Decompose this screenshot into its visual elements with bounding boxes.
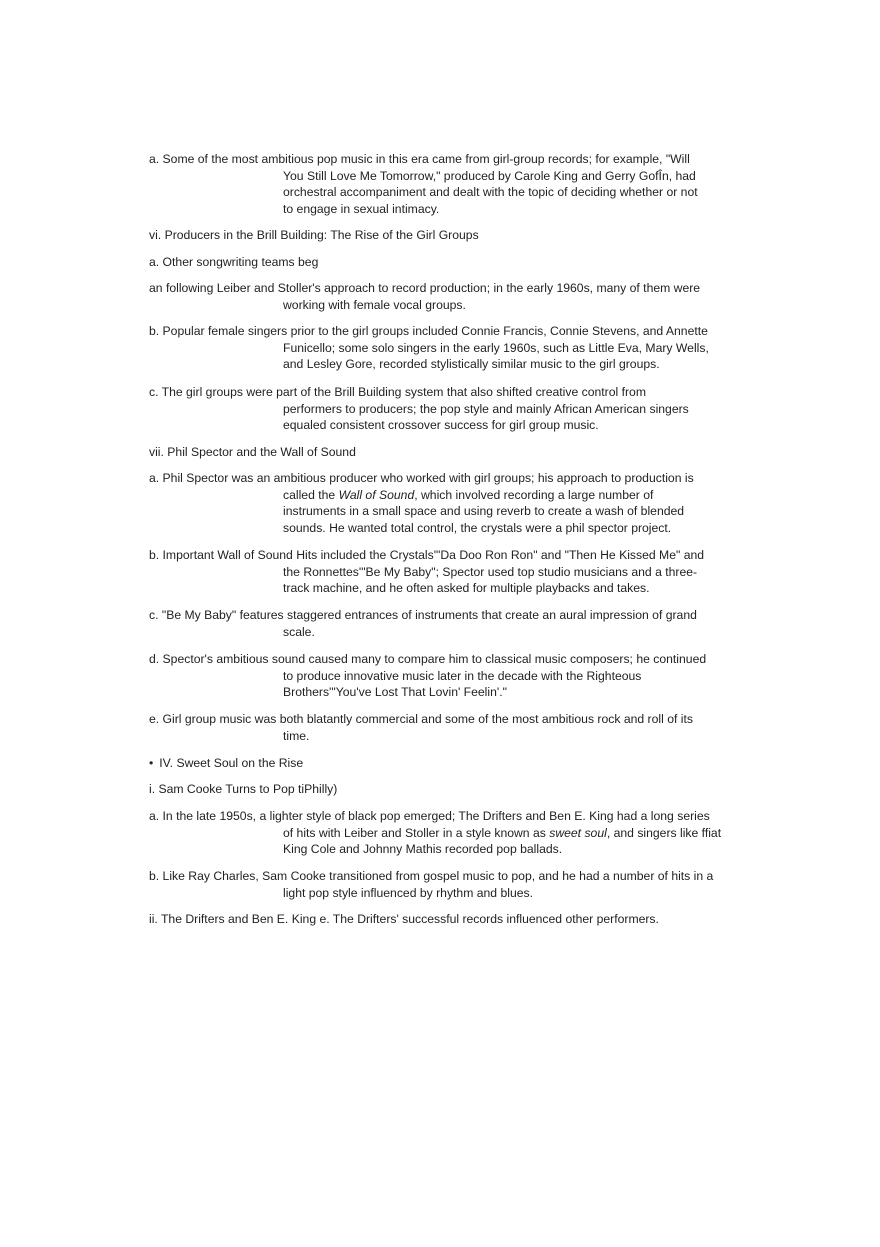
text-line xyxy=(149,487,749,504)
text-line: orchestral accompaniment and dealt with the topic of deciding whether or not xyxy=(283,185,698,200)
text-line xyxy=(149,755,749,772)
text-line: d. Spector's ambitious sound caused many to compare him to classical music composers; he continued xyxy=(149,652,707,666)
text-line: King Cole and Johnny Mathis recorded pop ballads. xyxy=(283,842,563,857)
text-segment: called the xyxy=(283,487,339,502)
text-line: c. The girl groups were part of the Brill Building system that also shifted creative control from xyxy=(149,385,646,399)
section-heading xyxy=(149,444,749,461)
emphasis-term: sweet soul xyxy=(549,825,607,840)
text-line: equaled consistent crossover success for girl group music. xyxy=(283,418,599,433)
text-line: a. Phil Spector was an ambitious producer who worked with girl groups; his approach to production is xyxy=(149,471,694,485)
text-line: b. Popular female singers prior to the girl groups included Connie Francis, Connie Stevens, and Annette xyxy=(149,324,708,338)
section-heading xyxy=(149,227,749,244)
text-line: sounds. He wanted total control, the crystals were a phil spector project. xyxy=(283,520,672,535)
text-line: ii. The Drifters and Ben E. King e. The Drifters' successful records influenced other performers. xyxy=(149,912,659,926)
text-line: to produce innovative music later in the decade with the Righteous xyxy=(283,668,642,683)
text-line: b. Like Ray Charles, Sam Cooke transitioned from gospel music to pop, and he had a number of hits in a xyxy=(149,869,714,883)
text-segment: of hits with Leiber and Stoller in a style known as xyxy=(283,825,550,840)
text-line: a. In the late 1950s, a lighter style of black pop emerged; The Drifters and Ben E. King had a long series xyxy=(149,809,710,823)
paragraph xyxy=(149,808,749,858)
paragraph xyxy=(149,384,749,434)
text-line: to engage in sexual intimacy. xyxy=(283,201,440,216)
text-line: instruments in a small space and using reverb to create a wash of blended xyxy=(283,504,685,519)
text-line: a. Other songwriting teams beg xyxy=(149,255,319,269)
text-line: and Lesley Gore, recorded stylistically similar music to the girl groups. xyxy=(283,357,660,372)
text-segment: , and singers like ffiat xyxy=(606,825,722,840)
text-line: time. xyxy=(283,728,310,743)
text-line: working with female vocal groups. xyxy=(283,297,466,312)
text-line: track machine, and he often asked for multiple playbacks and takes. xyxy=(283,581,650,596)
text-segment: IV. Sweet Soul on the Rise xyxy=(159,756,304,770)
paragraph xyxy=(149,711,749,744)
text-line: an following Leiber and Stoller's approach to record production; in the early 1960s, many of them were xyxy=(149,281,701,295)
paragraph xyxy=(149,323,749,373)
text-line: performers to producers; the pop style and mainly African American singers xyxy=(283,401,689,416)
text-segment: , which involved recording a large number of xyxy=(414,487,654,502)
text-line: the Ronnettes'"Be My Baby"; Spector used top studio musicians and a three- xyxy=(283,564,698,579)
section-heading xyxy=(149,755,749,772)
text-line: i. Sam Cooke Turns to Pop tiPhilly) xyxy=(149,782,338,796)
paragraph xyxy=(149,254,749,271)
text-line xyxy=(149,825,749,842)
text-line: vii. Phil Spector and the Wall of Sound xyxy=(149,445,356,459)
text-line: b. Important Wall of Sound Hits included the Crystals'"Da Doo Ron Ron" and "Then He Kissed Me" and xyxy=(149,548,705,562)
text-line: vi. Producers in the Brill Building: The Rise of the Girl Groups xyxy=(149,228,479,242)
section-heading xyxy=(149,781,749,798)
text-line: light pop style influenced by rhythm and blues. xyxy=(283,885,533,900)
text-line: a. Some of the most ambitious pop music in this era came from girl-group records; for example, "Will xyxy=(149,152,690,166)
paragraph xyxy=(149,868,749,901)
paragraph xyxy=(149,547,749,597)
paragraph xyxy=(149,151,749,217)
emphasis-term: Wall of Sound xyxy=(338,487,415,502)
paragraph xyxy=(149,280,749,313)
text-line: Funicello; some solo singers in the early 1960s, such as Little Eva, Mary Wells, xyxy=(283,340,709,355)
bullet-icon: • xyxy=(149,756,154,770)
text-line: e. Girl group music was both blatantly commercial and some of the most ambitious rock and roll of its xyxy=(149,712,693,726)
paragraph xyxy=(149,607,749,640)
paragraph xyxy=(149,651,749,701)
paragraph xyxy=(149,470,749,536)
text-line: You Still Love Me Tomorrow," produced by Carole King and Gerry GofÎn, had xyxy=(283,168,696,183)
text-line: Brothers'"You've Lost That Lovin' Feelin'." xyxy=(283,685,507,700)
section-heading xyxy=(149,911,749,928)
text-line: c. "Be My Baby" features staggered entrances of instruments that create an aural impression of grand xyxy=(149,608,697,622)
text-line: scale. xyxy=(283,624,315,639)
